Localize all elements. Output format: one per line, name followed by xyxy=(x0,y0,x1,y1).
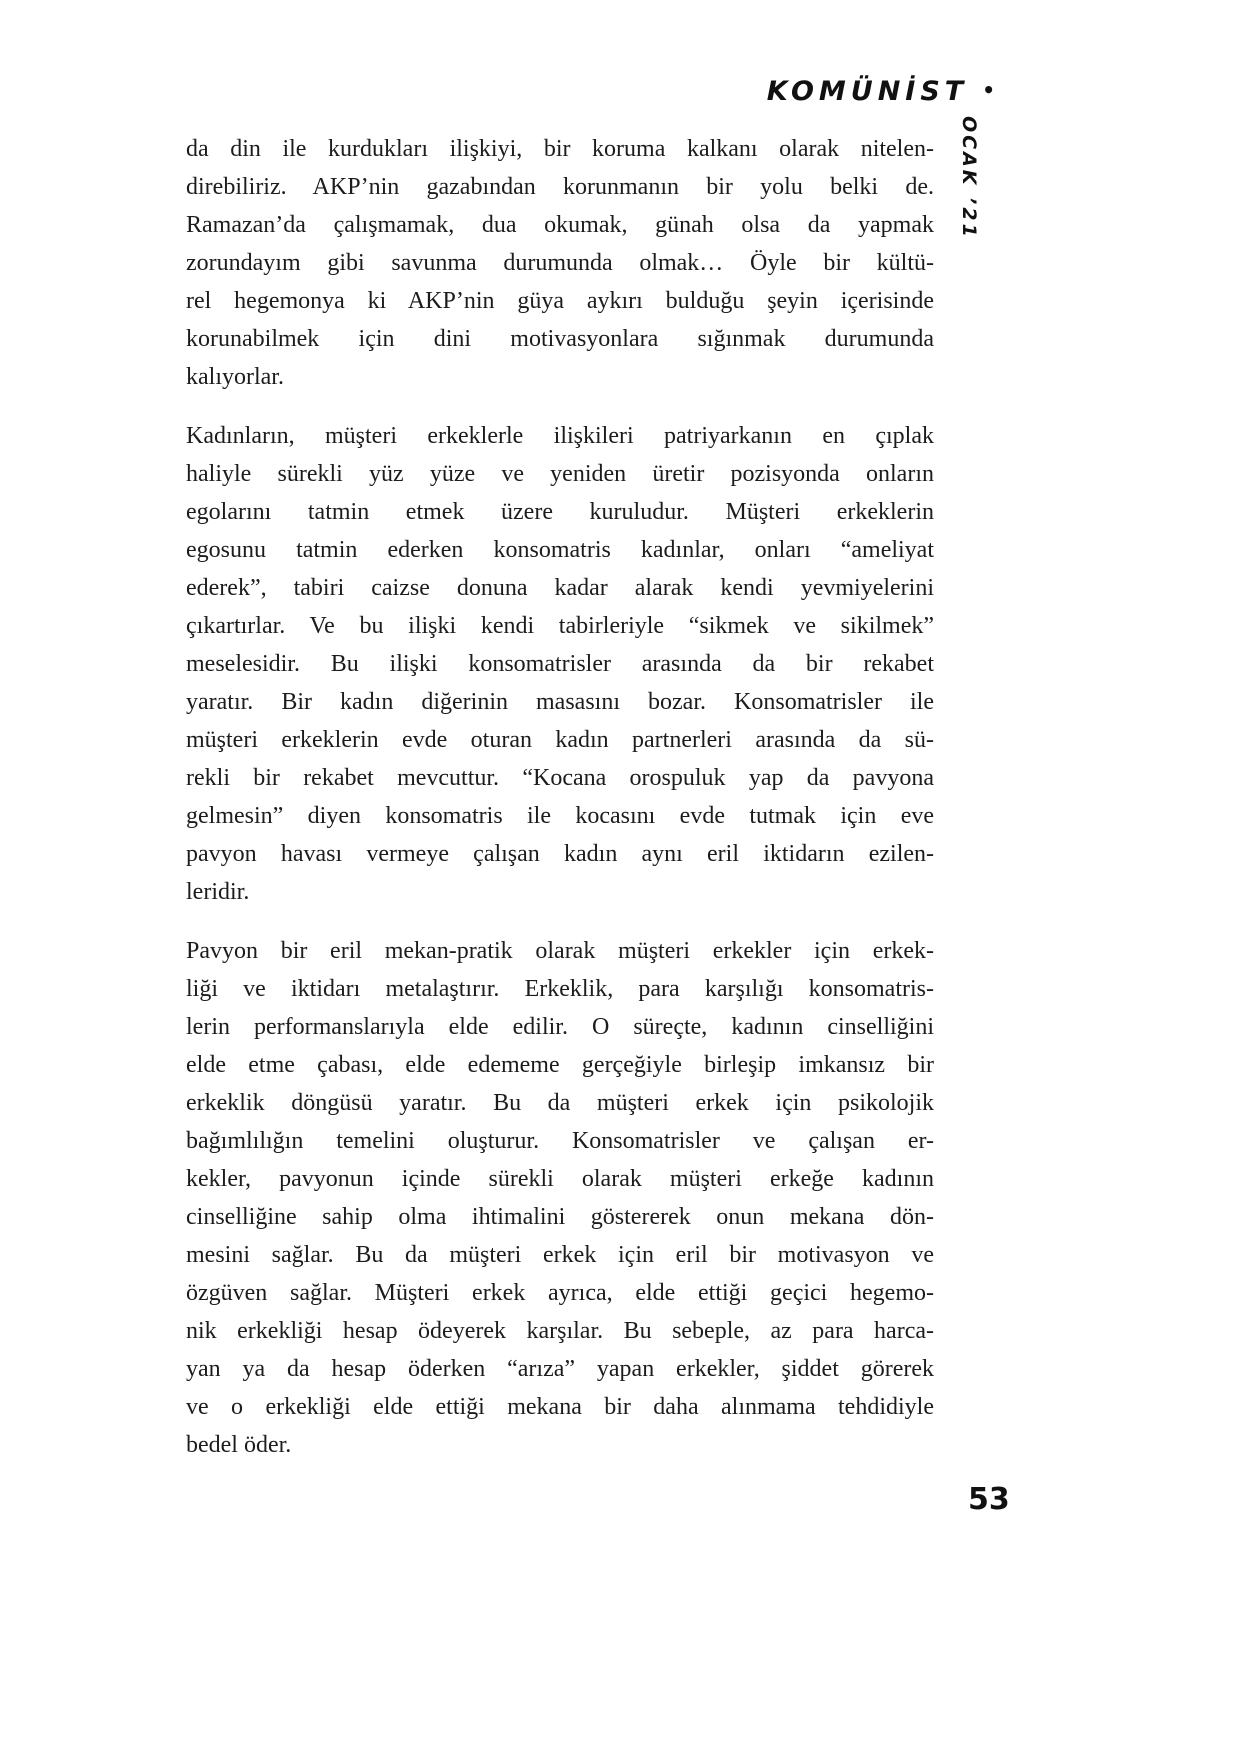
text-line: liği ve iktidarı metalaştırır. Erkeklik, para karşılığı konsomatris- xyxy=(186,976,934,1002)
text-line: pavyon havası vermeye çalışan kadın aynı eril iktidarın ezilen- xyxy=(186,841,934,867)
text-line: yaratır. Bir kadın diğerinin masasını bozar. Konsomatrisler ile xyxy=(186,689,934,715)
text-line: ve o erkekliği elde ettiği mekana bir daha alınmama tehdidiyle xyxy=(186,1394,934,1420)
text-line: bağımlılığın temelini oluşturur. Konsomatrisler ve çalışan er- xyxy=(186,1128,934,1154)
text-line: ederek”, tabiri caizse donuna kadar alarak kendi yevmiyelerini xyxy=(186,575,934,601)
paragraph xyxy=(186,130,934,396)
text-line: yan ya da hesap öderken “arıza” yapan erkekler, şiddet görerek xyxy=(186,1356,934,1382)
text-line: da din ile kurdukları ilişkiyi, bir koruma kalkanı olarak nitelen- xyxy=(186,136,934,162)
text-line: nik erkekliği hesap ödeyerek karşılar. Bu sebeple, az para harca- xyxy=(186,1318,934,1344)
magazine-title: KOMÜNİST xyxy=(766,76,969,107)
text-line: egosunu tatmin ederken konsomatris kadınlar, onları “ameliyat xyxy=(186,537,934,563)
text-line: Kadınların, müşteri erkeklerle ilişkileri patriyarkanın en çıplak xyxy=(186,423,934,449)
text-line: leridir. xyxy=(186,879,250,905)
issue-label: OCAK ’21 xyxy=(958,116,980,240)
text-line: gelmesin” diyen konsomatris ile kocasını evde tutmak için eve xyxy=(186,803,934,829)
text-line: özgüven sağlar. Müşteri erkek ayrıca, elde ettiği geçici hegemo- xyxy=(186,1280,934,1306)
text-line: haliyle sürekli yüz yüze ve yeniden üretir pozisyonda onların xyxy=(186,461,934,487)
text-line: rel hegemonya ki AKP’nin güya aykırı bulduğu şeyin içerisinde xyxy=(186,288,934,314)
text-line: bedel öder. xyxy=(186,1432,292,1458)
text-line: çıkartırlar. Ve bu ilişki kendi tabirleriyle “sikmek ve sikilmek” xyxy=(186,613,934,639)
text-line: zorundayım gibi savunma durumunda olmak… Öyle bir kültü- xyxy=(186,250,934,276)
text-line: elde etme çabası, elde edememe gerçeğiyle birleşip imkansız bir xyxy=(186,1052,934,1078)
page-number: 53 xyxy=(968,1482,1010,1517)
article-body xyxy=(186,130,934,1485)
text-line: meselesidir. Bu ilişki konsomatrisler arasında da bir rekabet xyxy=(186,651,934,677)
text-line: egolarını tatmin etmek üzere kuruludur. Müşteri erkeklerin xyxy=(186,499,934,525)
text-line: direbiliriz. AKP’nin gazabından korunmanın bir yolu belki de. xyxy=(186,174,934,200)
paragraph xyxy=(186,932,934,1464)
text-line: kekler, pavyonun içinde sürekli olarak müşteri erkeğe kadının xyxy=(186,1166,934,1192)
masthead xyxy=(767,76,995,107)
text-line: korunabilmek için dini motivasyonlara sığınmak durumunda xyxy=(186,326,934,352)
text-line: mesini sağlar. Bu da müşteri erkek için eril bir motivasyon ve xyxy=(186,1242,934,1268)
text-line: erkeklik döngüsü yaratır. Bu da müşteri erkek için psikolojik xyxy=(186,1090,934,1116)
text-line: lerin performanslarıyla elde edilir. O süreçte, kadının cinselliğini xyxy=(186,1014,934,1040)
text-line: kalıyorlar. xyxy=(186,364,284,390)
text-line: cinselliğine sahip olma ihtimalini göstererek onun mekana dön- xyxy=(186,1204,934,1230)
paragraph xyxy=(186,417,934,911)
text-line: rekli bir rekabet mevcuttur. “Kocana orospuluk yap da pavyona xyxy=(186,765,934,791)
masthead-bullet-icon: • xyxy=(982,77,995,102)
text-line: müşteri erkeklerin evde oturan kadın partnerleri arasında da sü- xyxy=(186,727,934,753)
text-line: Ramazan’da çalışmamak, dua okumak, günah olsa da yapmak xyxy=(186,212,934,238)
text-line: Pavyon bir eril mekan-pratik olarak müşteri erkekler için erkek- xyxy=(186,938,934,964)
